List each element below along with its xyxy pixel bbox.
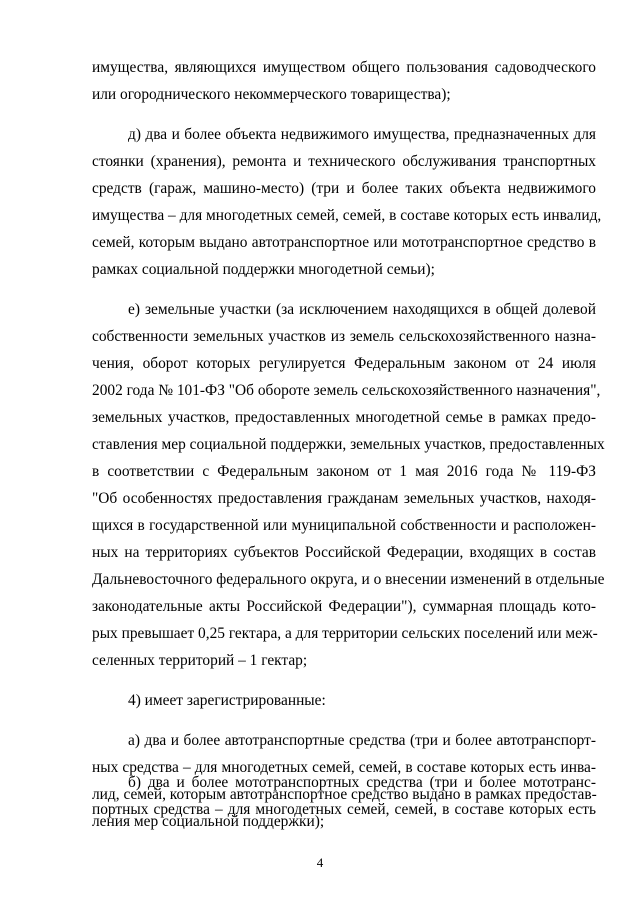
text-line: лид, семей, которым автотранспортное средство выдано в рамках предостав- xyxy=(92,786,597,803)
text-line: земельных участков, предоставленных многодетной семье в рамках предо- xyxy=(92,409,596,426)
text-line: ления мер социальной поддержки); xyxy=(92,813,325,830)
text-line: имущества, являющихся имуществом общего пользования садоводческого xyxy=(92,59,596,76)
text-line: е) земельные участки (за исключением находящихся в общей долевой xyxy=(128,301,596,318)
text-line: портных средства – для многодетных семей, семей, в составе которых есть xyxy=(92,801,596,818)
text-line: б) два и более мототранспортных средства (три и более мототранс- xyxy=(128,774,596,791)
text-line: а) два и более автотранспортные средства (три и более автотранспорт- xyxy=(128,732,596,749)
text-line: законодательные акты Российской Федерации"), суммарная площадь кото- xyxy=(92,598,596,615)
text-line: "Об особенностях предоставления гражданам земельных участков, находя- xyxy=(92,490,596,507)
text-line: чения, оборот которых регулируется Федеральным законом от 24 июля xyxy=(92,355,596,372)
page-number: 4 xyxy=(316,855,324,870)
text-line: д) два и более объекта недвижимого имущества, предназначенных для xyxy=(128,126,596,143)
text-line: имущества – для многодетных семей, семей, в составе которых есть инвалид, xyxy=(92,207,602,224)
text-line: селенных территорий – 1 гектар; xyxy=(92,652,308,669)
text-line: или огороднического некоммерческого товарищества); xyxy=(92,86,451,103)
text-line: собственности земельных участков из земель сельскохозяйственного назна- xyxy=(92,328,596,345)
text-line: 4) имеет зарегистрированные: xyxy=(128,692,326,709)
text-line: 2002 года № 101-ФЗ "Об обороте земель сельскохозяйственного назначения", xyxy=(92,382,601,399)
text-line: щихся в государственной или муниципальной собственности и расположен- xyxy=(92,517,596,534)
text-line: ставления мер социальной поддержки, земельных участков, предоставленных xyxy=(92,436,605,453)
text-line: семей, которым выдано автотранспортное или мототранспортное средство в xyxy=(92,234,596,251)
text-line: Дальневосточного федерального округа, и о внесении изменений в отдельные xyxy=(92,571,605,588)
text-line: ных на территориях субъектов Российской Федерации, входящих в состав xyxy=(92,544,596,561)
text-line: рых превышает 0,25 гектара, а для территории сельских поселений или меж- xyxy=(92,625,598,642)
text-line: в соответствии с Федеральным законом от 1 мая 2016 года № 119-ФЗ xyxy=(92,463,596,480)
text-line: средств (гараж, машино-место) (три и более таких объекта недвижимого xyxy=(92,180,596,197)
text-line: ных средства – для многодетных семей, семей, в составе которых есть инва- xyxy=(92,759,596,776)
text-line: рамках социальной поддержки многодетной семьи); xyxy=(92,261,435,278)
text-line: стоянки (хранения), ремонта и технического обслуживания транспортных xyxy=(92,153,596,170)
